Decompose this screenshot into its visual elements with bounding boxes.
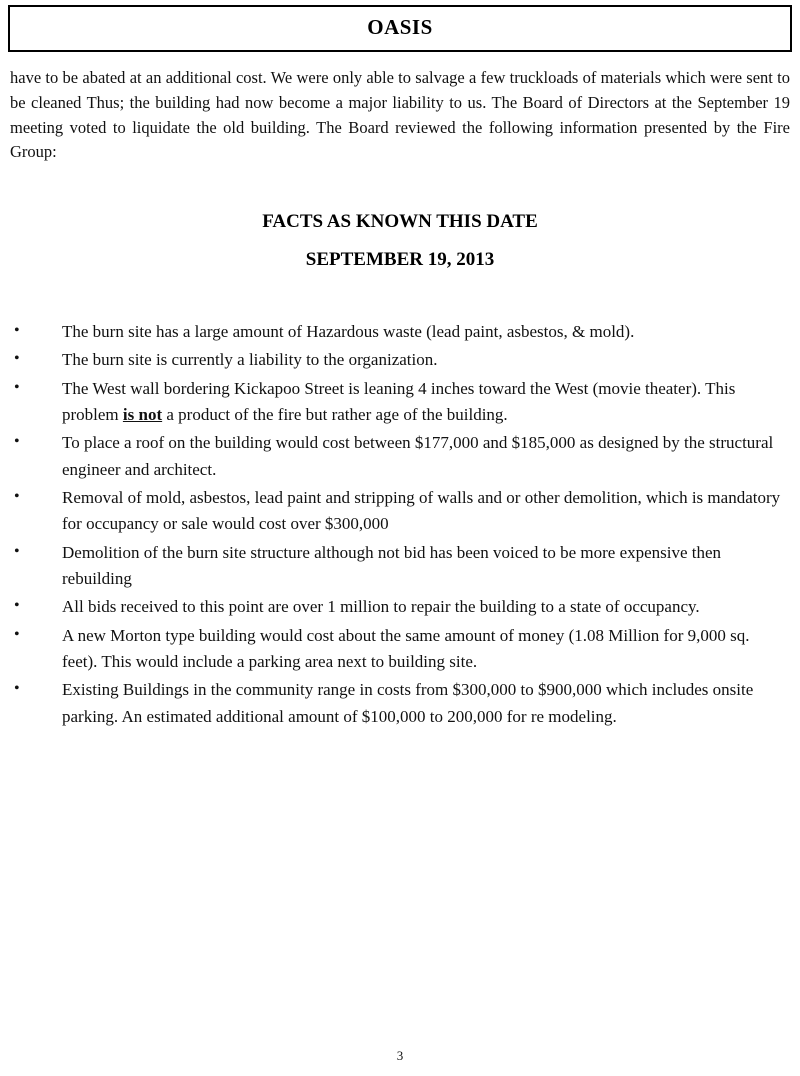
fact-text: A new Morton type building would cost about the same amount of money (1.08 Million for 9,000 sq. feet). This would include a parking area next to building site. (62, 625, 750, 672)
emphasized-text: is not (122, 405, 163, 425)
fact-item (0, 376, 794, 429)
masthead (8, 5, 792, 52)
fact-item (0, 347, 794, 373)
page-number: 3 (396, 1048, 404, 1063)
page-footer (0, 1048, 800, 1064)
facts-list (0, 319, 794, 730)
fact-item (0, 430, 794, 483)
fact-text: The burn site has a large amount of Hazardous waste (lead paint, asbestos, & mold). (62, 322, 635, 341)
newsletter-title: OASIS (367, 15, 433, 39)
fact-text: a product of the fire but rather age of the building. (162, 405, 508, 425)
fact-text: The West wall bordering Kickapoo Street is leaning 4 inches toward the West (movie theater). This problem (62, 378, 736, 425)
fact-text: To place a roof on the building would cost between $177,000 and $185,000 as designed by the structural engineer and architect. (62, 433, 774, 479)
fact-text: Existing Buildings in the community range in costs from $300,000 to $900,000 which includes onsite parking. An estimated additional amount of $100,000 to 200,000 for re modeling. (62, 680, 754, 726)
facts-heading-line1: FACTS AS KNOWN THIS DATE (262, 211, 538, 232)
fact-text: The burn site is currently a liability to the organization. (62, 350, 438, 370)
fact-text: Demolition of the burn site structure although not bid has been voiced to be more expensive then rebuilding (62, 542, 722, 589)
fact-text: All bids received to this point are over 1 million to repair the building to a state of occupancy. (62, 597, 700, 617)
fact-item (0, 540, 794, 593)
fact-item (0, 623, 794, 676)
fact-item (0, 594, 794, 620)
intro-paragraph: have to be abated at an additional cost. We were only able to salvage a few truckloads of materials which were sent to be cleaned Thus; the building had now become a major liability to us. The Board of Directors at the September 19 meeting voted to liquidate the old building. The Board reviewed the following information presented by the Fire Group: (10, 68, 790, 162)
fact-item (0, 485, 794, 538)
fact-item (0, 319, 794, 345)
facts-heading-line2: SEPTEMBER 19, 2013 (305, 249, 495, 270)
fact-item (0, 677, 794, 730)
fact-text: Removal of mold, asbestos, lead paint and stripping of walls and or other demolition, which is mandatory for occupancy or sale would cost over $300,000 (62, 488, 781, 534)
